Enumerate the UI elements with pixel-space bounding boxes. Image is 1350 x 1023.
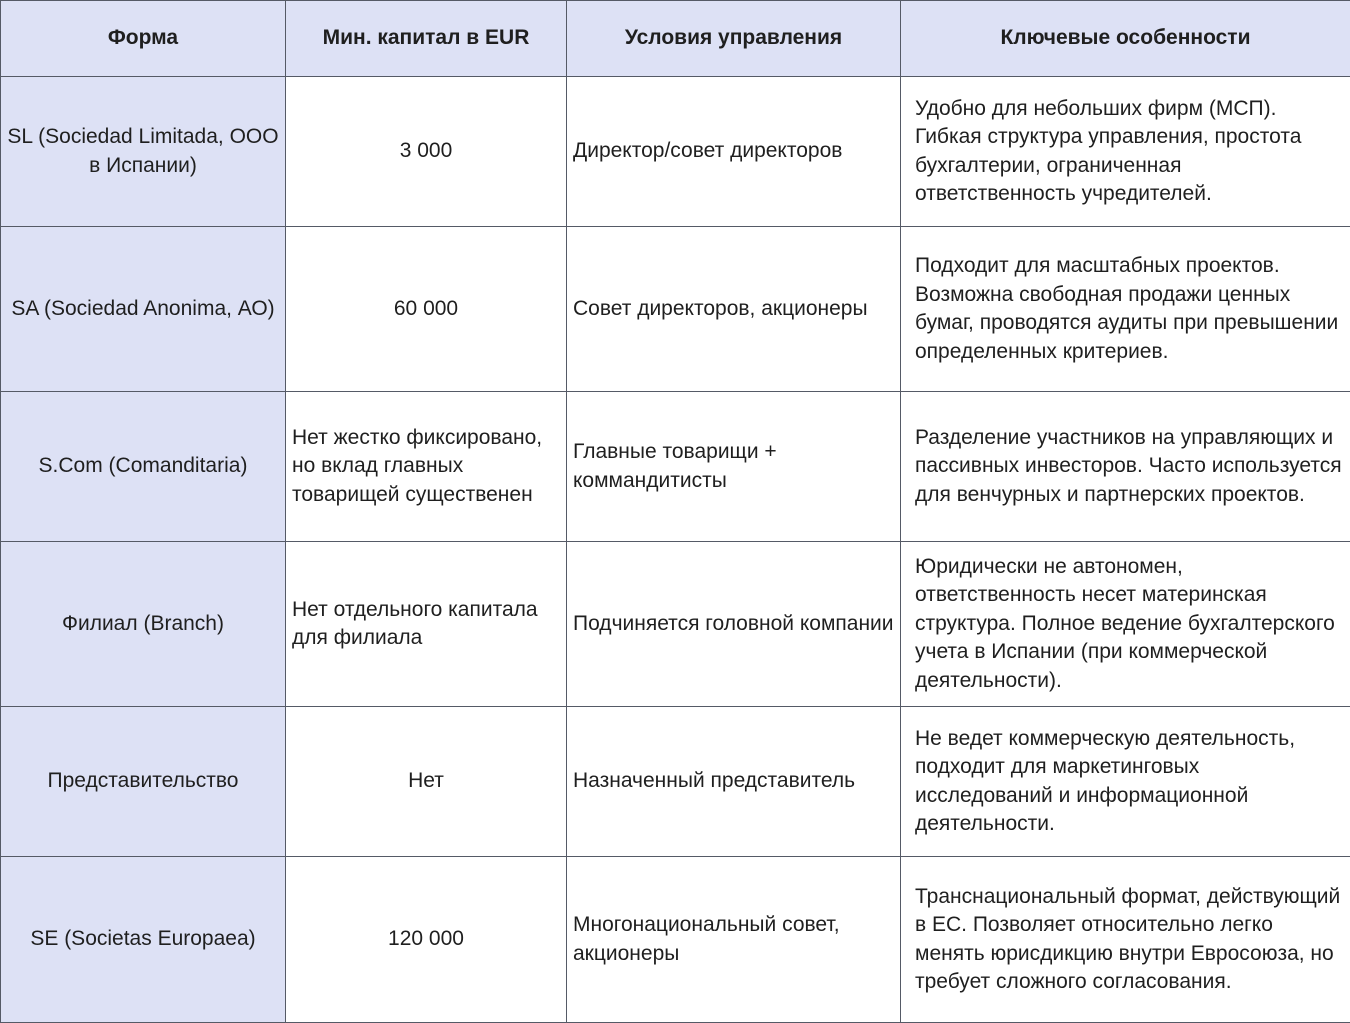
- cell-features: Разделение участников на управляющих и пассивных инвесторов. Часто используется для венчурных и партнерских проектов.: [901, 392, 1350, 542]
- cell-form: SA (Sociedad Anonima, АО): [1, 227, 286, 392]
- table-body: [1, 77, 1350, 1023]
- table-row-sa: [1, 227, 1350, 392]
- cell-form: SL (Sociedad Limitada, ООО в Испании): [1, 77, 286, 227]
- header-row: [1, 1, 1350, 77]
- cell-management: Директор/совет директоров: [567, 77, 901, 227]
- cell-features: Транснациональный формат, действующий в ЕС. Позволяет относительно легко менять юрисдикцию внутри Евросоюза, но требует сложного согласования.: [901, 857, 1350, 1023]
- cell-capital: Нет отдельного капитала для филиала: [286, 542, 567, 707]
- header-management: Условия управления: [567, 1, 901, 77]
- cell-capital: Нет жестко фиксировано, но вклад главных товарищей существенен: [286, 392, 567, 542]
- table-header: [1, 1, 1350, 77]
- table-row-scom: [1, 392, 1350, 542]
- cell-features: Подходит для масштабных проектов. Возможна свободная продажи ценных бумаг, проводятся аудиты при превышении определенных критериев.: [901, 227, 1350, 392]
- cell-management: Главные товарищи + коммандитисты: [567, 392, 901, 542]
- header-form: Форма: [1, 1, 286, 77]
- cell-capital: Нет: [286, 707, 567, 857]
- cell-management: Назначенный представитель: [567, 707, 901, 857]
- cell-management: Совет директоров, акционеры: [567, 227, 901, 392]
- cell-capital: 3 000: [286, 77, 567, 227]
- table-row-representative: [1, 707, 1350, 857]
- cell-management: Подчиняется головной компании: [567, 542, 901, 707]
- table-row-sl: [1, 77, 1350, 227]
- cell-management: Многонациональный совет, акционеры: [567, 857, 901, 1023]
- cell-capital: 60 000: [286, 227, 567, 392]
- table-row-branch: [1, 542, 1350, 707]
- cell-features: Не ведет коммерческую деятельность, подходит для маркетинговых исследований и информационной деятельности.: [901, 707, 1350, 857]
- cell-form: Филиал (Branch): [1, 542, 286, 707]
- cell-form: Представительство: [1, 707, 286, 857]
- table-row-se: [1, 857, 1350, 1023]
- cell-form: S.Com (Comanditaria): [1, 392, 286, 542]
- cell-capital: 120 000: [286, 857, 567, 1023]
- cell-features: Юридически не автономен, ответственность несет материнская структура. Полное ведение бухгалтерского учета в Испании (при коммерческой деятельности).: [901, 542, 1350, 707]
- header-features: Ключевые особенности: [901, 1, 1350, 77]
- cell-form: SE (Societas Europaea): [1, 857, 286, 1023]
- cell-features: Удобно для небольших фирм (МСП). Гибкая структура управления, простота бухгалтерии, ограниченная ответственность учредителей.: [901, 77, 1350, 227]
- header-capital: Мин. капитал в EUR: [286, 1, 567, 77]
